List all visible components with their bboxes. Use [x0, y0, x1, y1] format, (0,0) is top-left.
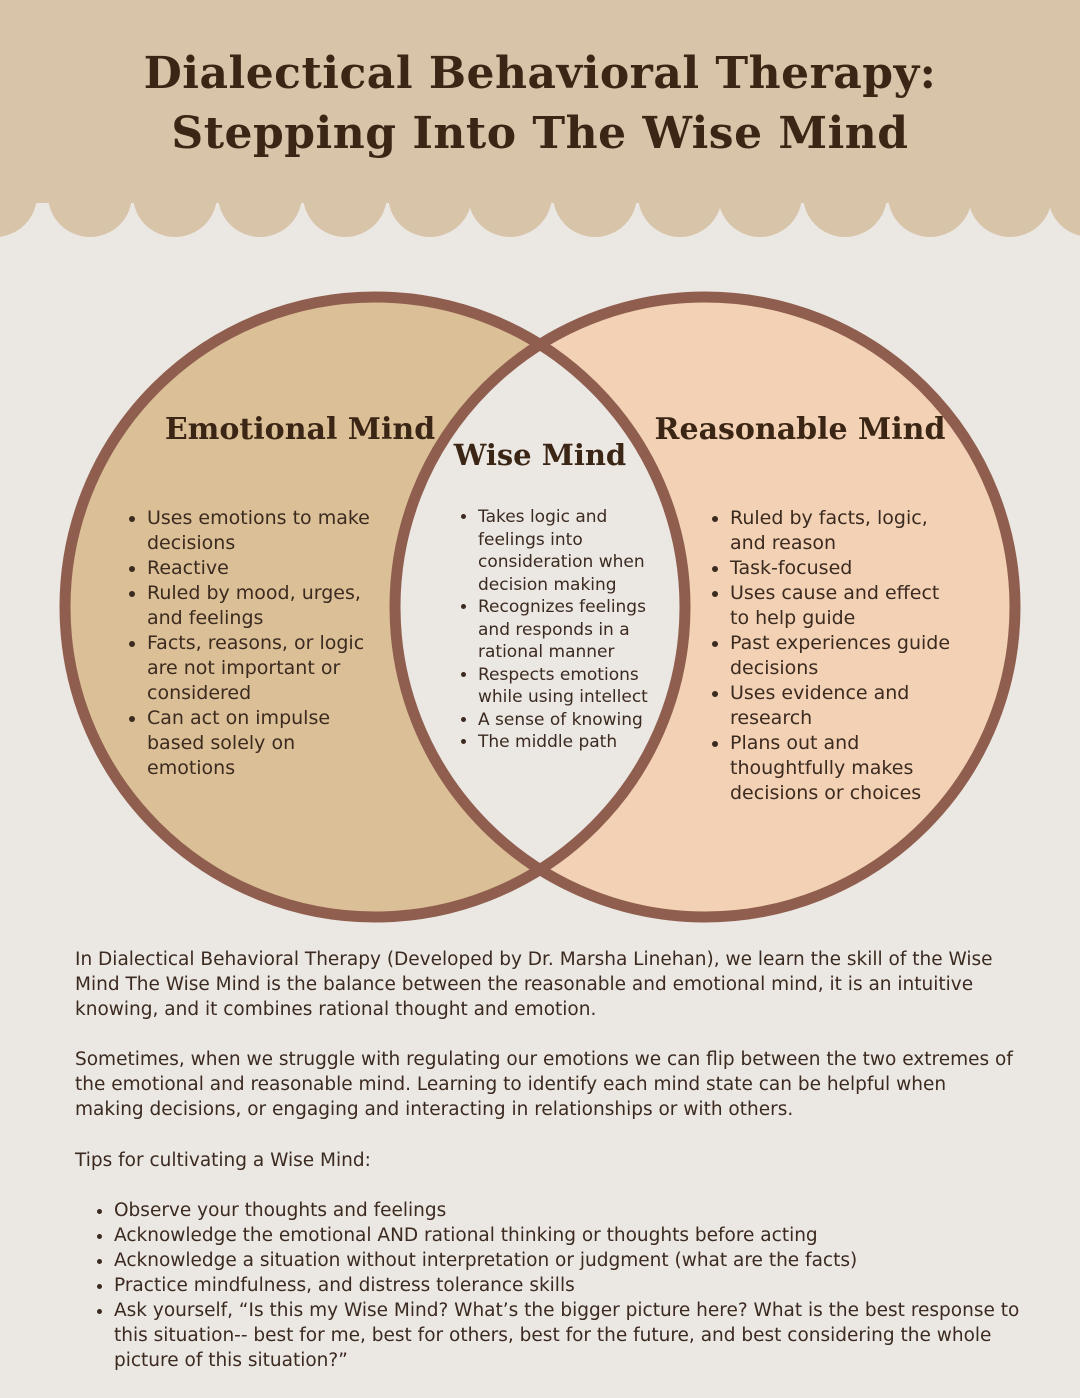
scallop [1048, 195, 1080, 237]
scallop [968, 195, 1052, 237]
struggle-paragraph: Sometimes, when we struggle with regulating our emotions we can flip between the two extremes of the emotional and reasonable mind. Learning to identify each mind state can be helpful when making decisions, or engaging and interacting in relationships or with others. [75, 1049, 1013, 1120]
tip-item: • Observe your thoughts and feelings [114, 1198, 1044, 1223]
scallop [0, 195, 37, 237]
reasonable-mind-item: • Plans out and thoughtfully makes decisions or choices [730, 731, 950, 806]
emotional-mind-item: • Can act on impulse based solely on emotions [147, 706, 387, 781]
reasonable-mind-item: • Past experiences guide decisions [730, 631, 950, 681]
wise-mind-item: • Recognizes feelings and responds in a rational manner [478, 596, 678, 664]
emotional-mind-item: • Facts, reasons, or logic are not important or considered [147, 631, 387, 706]
page-title [0, 44, 1080, 164]
scallop [803, 195, 887, 237]
reasonable-mind-item: • Task-focused [730, 556, 950, 581]
scallop [48, 195, 132, 237]
scallop [638, 195, 722, 237]
tips-list [88, 1198, 1044, 1373]
scallop [553, 195, 637, 237]
scallop [718, 195, 802, 237]
emotional-mind-item: • Uses emotions to make decisions [147, 506, 387, 556]
reasonable-mind-title: Reasonable Mind [654, 412, 946, 447]
title-line-2: Stepping Into The Wise Mind [171, 108, 909, 159]
wise-mind-item: • A sense of knowing [478, 709, 678, 732]
wise-mind-item: • The middle path [478, 731, 678, 754]
wise-mind-list [452, 506, 678, 754]
emotional-mind-item: • Reactive [147, 556, 387, 581]
wise-mind-item: • Takes logic and feelings into consideration when decision making [478, 506, 678, 596]
emotional-mind-title: Emotional Mind [164, 412, 436, 447]
wise-mind-title: Wise Mind [453, 438, 627, 472]
scallop [133, 195, 217, 237]
emotional-mind-list [121, 506, 387, 781]
reasonable-mind-item: • Uses evidence and research [730, 681, 950, 731]
tips-heading: Tips for cultivating a Wise Mind: [75, 1150, 371, 1171]
intro-paragraph: In Dialectical Behavioral Therapy (Developed by Dr. Marsha Linehan), we learn the skill of the Wise Mind The Wise Mind is the balance between the reasonable and emotional mind, it is an intuitive knowing, and it combines rational thought and emotion. [75, 949, 993, 1020]
tip-item: • Acknowledge the emotional AND rational thinking or thoughts before acting [114, 1223, 1044, 1248]
scallop [303, 195, 387, 237]
scallop [888, 195, 972, 237]
tip-item: • Practice mindfulness, and distress tolerance skills [114, 1273, 1044, 1298]
tip-item: • Acknowledge a situation without interpretation or judgment (what are the facts) [114, 1248, 1044, 1273]
wise-mind-item: • Respects emotions while using intellect [478, 664, 678, 709]
reasonable-mind-item: • Ruled by facts, logic, and reason [730, 506, 950, 556]
emotional-mind-item: • Ruled by mood, urges, and feelings [147, 581, 387, 631]
tip-item: • Ask yourself, “Is this my Wise Mind? What’s the bigger picture here? What is the best response to this situation-- best for me, best for others, best for the future, and best considering the whole picture of this situation?” [114, 1298, 1044, 1373]
title-line-1: Dialectical Behavioral Therapy: [143, 48, 937, 99]
scallop [218, 195, 302, 237]
scalloped-edge [0, 195, 1080, 240]
scallop [468, 195, 552, 237]
reasonable-mind-item: • Uses cause and effect to help guide [730, 581, 950, 631]
reasonable-mind-list [704, 506, 950, 806]
scallop [388, 195, 472, 237]
